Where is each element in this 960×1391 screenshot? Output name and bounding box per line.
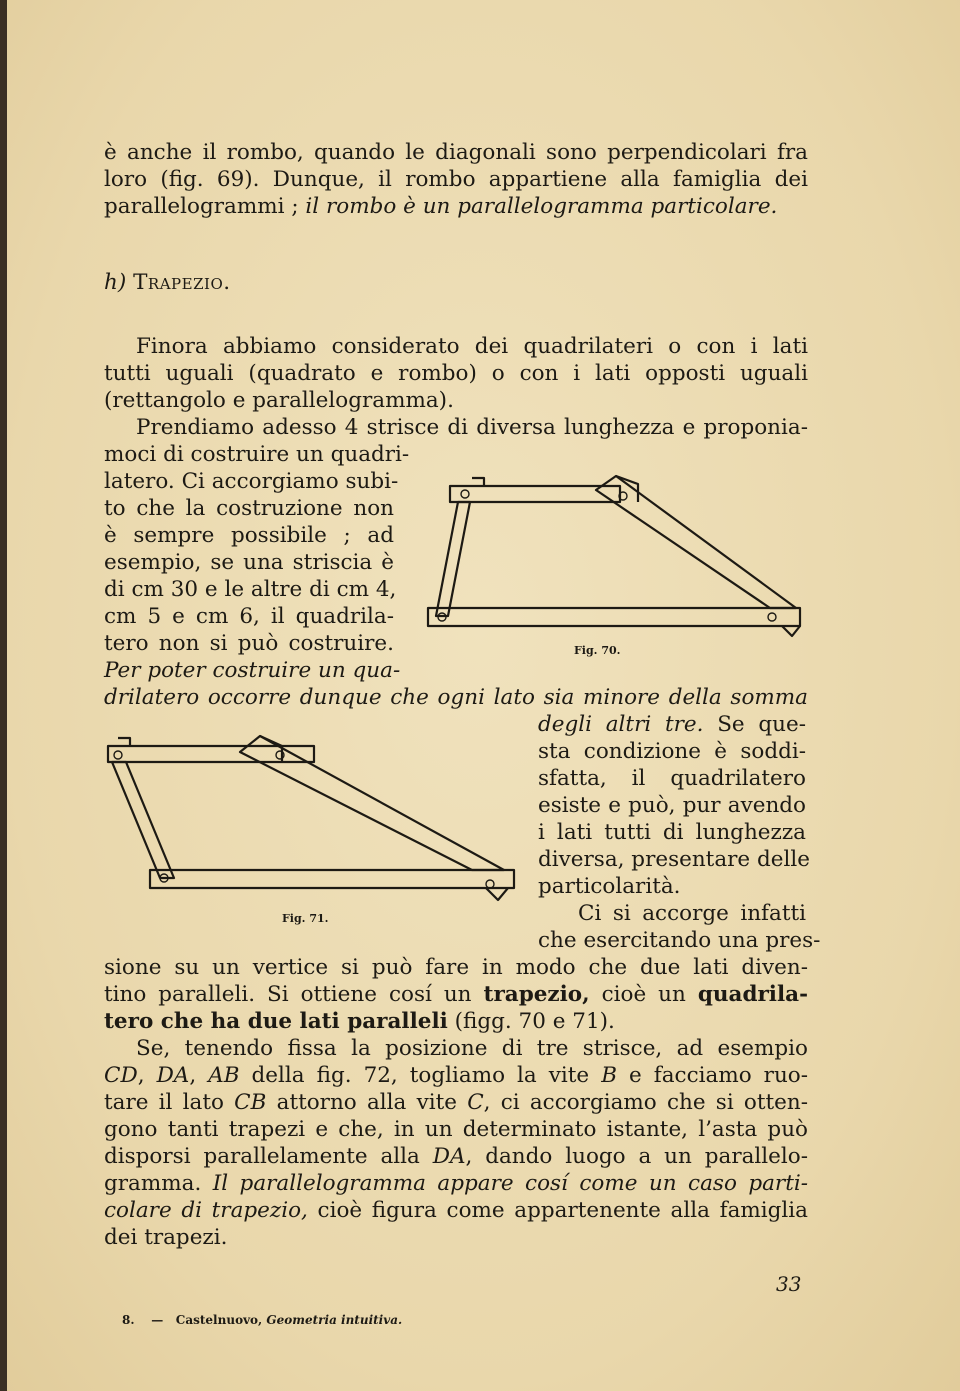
text-run: DA (432, 1144, 466, 1169)
text-run: diversa, presentare delle (538, 847, 810, 872)
strip-diagonal (240, 736, 504, 870)
text-line (104, 360, 808, 387)
text-run: cm 5 e cm 6, il quadrila- (104, 604, 394, 629)
text-run: e facciamo ruo- (617, 1063, 809, 1088)
text-run: (rettangolo e parallelogramma). (104, 388, 454, 413)
text-run: trapezio, (483, 982, 590, 1007)
text-line (104, 522, 394, 549)
screw-hole (486, 880, 494, 888)
text-line (136, 1035, 808, 1062)
text-line (104, 139, 808, 166)
text-run: tino paralleli. Si ottiene cosí un (104, 982, 484, 1007)
text-run: della fig. 72, togliamo la vite (239, 1063, 602, 1088)
page-number: 33 (776, 1272, 802, 1296)
text-line (136, 333, 808, 360)
text-line (104, 684, 808, 711)
text-run: Per poter costruire un qua- (104, 658, 401, 683)
text-run: drilatero occorre dunque che ogni lato sia minore della somma (104, 685, 808, 710)
text-line (538, 819, 806, 846)
strip-left (436, 502, 470, 616)
figure-70-caption: Fig. 70. (574, 644, 621, 657)
text-run: è sempre possibile ; ad (104, 523, 394, 548)
text-run: disporsi parallelamente alla (104, 1144, 433, 1169)
text-run: quadrila- (697, 982, 808, 1007)
signature-mark: 8. (122, 1313, 135, 1327)
text-run: , dando luogo a un parallelo- (465, 1144, 808, 1169)
figure-71 (104, 732, 524, 912)
screw-hole (461, 490, 469, 498)
text-run: . (223, 270, 231, 295)
text-line (104, 1170, 808, 1197)
text-run: tero non si può costruire. (104, 631, 394, 656)
text-line (104, 576, 397, 603)
text-run: sione su un vertice si può fare in modo che due lati diven- (104, 955, 808, 980)
figure-70 (420, 470, 810, 640)
text-run: , (137, 1063, 157, 1088)
text-run: Il parallelogramma appare cosí come un caso parti- (212, 1171, 808, 1196)
text-line (104, 630, 394, 657)
text-run: Finora abbiamo considerato dei quadrilateri o con i lati (136, 334, 808, 359)
text-line (104, 954, 808, 981)
text-run: gramma. (104, 1171, 213, 1196)
text-line (104, 166, 808, 193)
text-line (104, 1089, 808, 1116)
text-run: (figg. 70 e 71). (447, 1009, 615, 1034)
text-run: è anche il rombo, quando le diagonali sono perpendicolari fra (104, 140, 808, 165)
text-line (104, 657, 401, 684)
text-run: DA (156, 1063, 190, 1088)
text-line (538, 846, 810, 873)
text-line (104, 387, 808, 414)
footer-title: Geometria intuitiva. (266, 1313, 403, 1327)
text-run: , (189, 1063, 209, 1088)
text-run: tero che ha due lati paralleli (104, 1009, 448, 1034)
text-run: AB (208, 1063, 240, 1088)
text-run: colare di trapezio, (104, 1198, 308, 1223)
strip-left (112, 762, 174, 878)
text-run: Trapezio (133, 270, 224, 295)
text-run: i lati tutti di lunghezza (538, 820, 806, 845)
text-run: particolarità. (538, 874, 681, 899)
text-line (104, 1116, 808, 1143)
strip-diagonal (596, 476, 796, 608)
text-run: cioè figura come appartenente alla famiglia (307, 1198, 808, 1223)
text-run: degli altri tre. (538, 712, 704, 737)
text-line (136, 414, 808, 441)
text-run: gono tanti trapezi e che, in un determinato istante, l’asta può (104, 1117, 808, 1142)
text-run: cioè un (589, 982, 698, 1007)
text-run: esempio, se una striscia è (104, 550, 394, 575)
text-run: , ci accorgiamo che si otten- (483, 1090, 808, 1115)
text-run: parallelogrammi ; (104, 194, 306, 219)
text-line (104, 1224, 808, 1251)
text-line (104, 981, 808, 1008)
text-run: Se que- (703, 712, 806, 737)
text-run: Prendiamo adesso 4 strisce di diversa lunghezza e proponia- (136, 415, 808, 440)
text-run: moci di costruire un quadri- (104, 442, 410, 467)
text-run: esiste e può, pur avendo (538, 793, 806, 818)
footer-author: Castelnuovo, (175, 1313, 263, 1327)
text-run: latero. Ci accorgiamo subi- (104, 469, 399, 494)
text-run: B (601, 1063, 617, 1088)
text-run: Se, tenendo fissa la posizione di tre strisce, ad esempio (136, 1036, 808, 1061)
text-run: tare il lato (104, 1090, 235, 1115)
screw-hole (114, 751, 122, 759)
text-run: che esercitando una pres- (538, 928, 821, 953)
text-line (104, 468, 399, 495)
section-heading (104, 269, 808, 296)
text-run: loro (fig. 69). Dunque, il rombo appartiene alla famiglia dei (104, 167, 808, 192)
text-line (538, 738, 806, 765)
text-line (538, 792, 806, 819)
footer-dash: — (151, 1313, 164, 1327)
text-run: to che la costruzione non (104, 496, 394, 521)
text-line (104, 1143, 808, 1170)
text-line (104, 1008, 808, 1035)
screw-hole (768, 613, 776, 621)
text-line (104, 441, 410, 468)
text-run: Ci si accorge infatti (578, 901, 806, 926)
strip-bottom (150, 870, 514, 900)
text-run: C (467, 1090, 484, 1115)
text-line (104, 549, 394, 576)
text-run: h) (104, 270, 127, 295)
text-line (538, 711, 806, 738)
text-run: tutti uguali (quadrato e rombo) o con i lati opposti uguali (104, 361, 808, 386)
text-line (104, 1062, 808, 1089)
text-run: CD (104, 1063, 138, 1088)
text-run: sfatta, il quadrilatero (538, 766, 806, 791)
text-line (578, 900, 806, 927)
text-line (104, 603, 394, 630)
text-line (104, 1197, 808, 1224)
text-run: il rombo è un parallelogramma particolare. (305, 194, 778, 219)
text-run: CB (234, 1090, 267, 1115)
text-line (538, 927, 821, 954)
page-edge (0, 0, 7, 1391)
footer (122, 1313, 402, 1327)
text-line (538, 765, 806, 792)
text-run: sta condizione è soddi- (538, 739, 806, 764)
text-line (538, 873, 806, 900)
strip-bottom (428, 608, 800, 636)
text-line (104, 495, 394, 522)
text-run: attorno alla vite (266, 1090, 468, 1115)
strip-top (450, 478, 620, 502)
text-line (104, 193, 808, 220)
text-run: dei trapezi. (104, 1225, 228, 1250)
figure-71-caption: Fig. 71. (282, 912, 329, 925)
text-run: di cm 30 e le altre di cm 4, (104, 577, 397, 602)
